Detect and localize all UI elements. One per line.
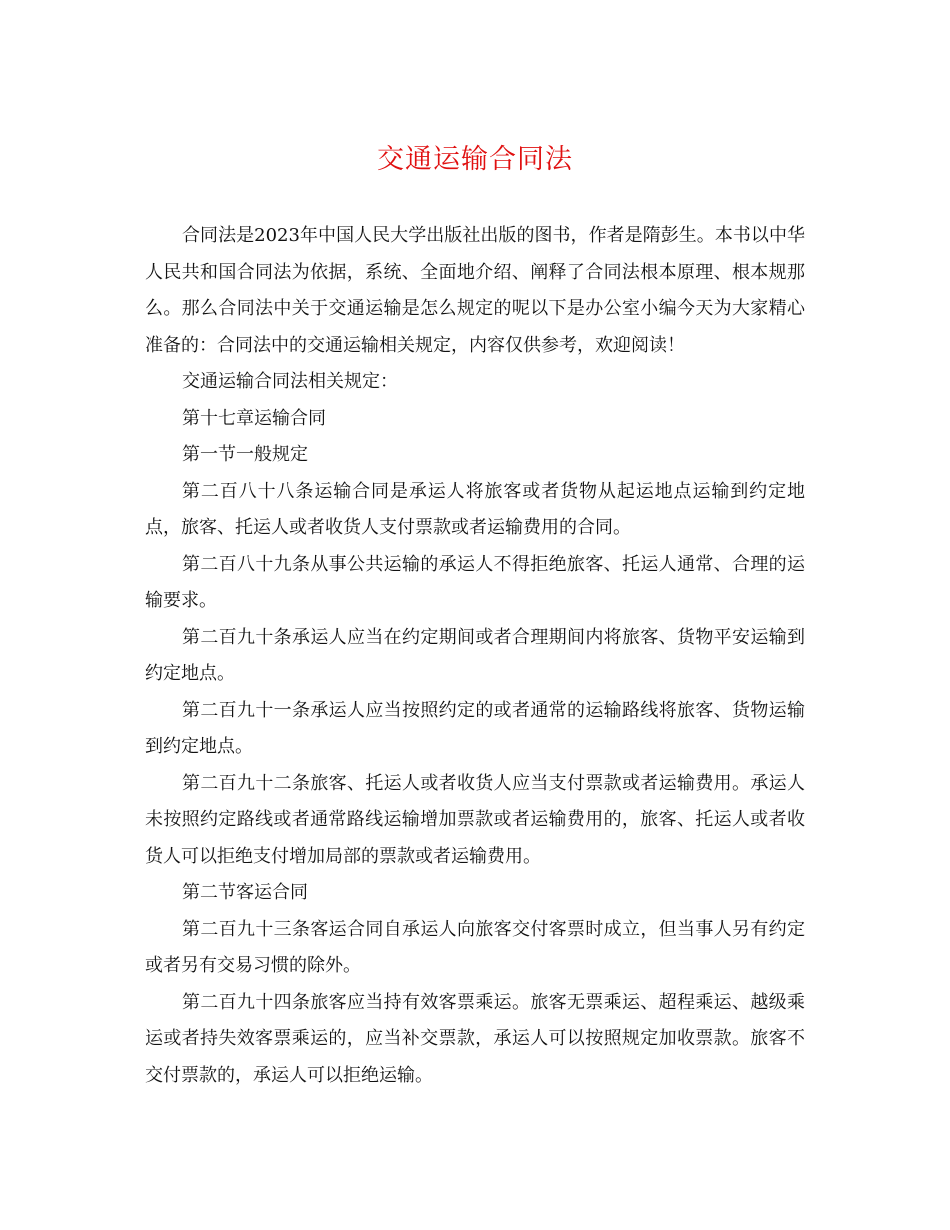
document-title: 交通运输合同法	[377, 144, 573, 175]
paragraph-article-294: 第二百九十四条旅客应当持有效客票乘运。旅客无票乘运、超程乘运、越级乘运或者持失效客票乘运的，应当补交票款，承运人可以按照规定加收票款。旅客不交付票款的，承运人可以拒绝运输。	[145, 991, 805, 1086]
paragraph-article-288: 第二百八十八条运输合同是承运人将旅客或者货物从起运地点运输到约定地点，旅客、托运人或者收货人支付票款或者运输费用的合同。	[145, 480, 805, 538]
paragraph-section-2: 第二节客运合同	[182, 882, 308, 903]
paragraph-chapter-17: 第十七章运输合同	[182, 407, 326, 429]
paragraph-article-290: 第二百九十条承运人应当在约定期间或者合理期间内将旅客、货物平安运输到约定地点。	[145, 626, 805, 684]
paragraph-article-293: 第二百九十三条客运合同自承运人向旅客交付客票时成立，但当事人另有约定或者另有交易习惯的除外。	[145, 918, 805, 976]
paragraph-article-292: 第二百九十二条旅客、托运人或者收货人应当支付票款或者运输费用。承运人未按照约定路线或者通常路线运输增加票款或者运输费用的，旅客、托运人或者收货人可以拒绝支付增加局部的票款或者运输费用。	[145, 772, 805, 867]
paragraph-article-289: 第二百八十九条从事公共运输的承运人不得拒绝旅客、托运人通常、合理的运输要求。	[145, 553, 805, 611]
document-body	[145, 218, 805, 1094]
paragraph-section-1: 第一节一般规定	[182, 444, 308, 465]
paragraph-heading-provisions: 交通运输合同法相关规定：	[182, 371, 398, 392]
paragraph-intro: 合同法是2023年中国人民大学出版社出版的图书，作者是隋彭生。本书以中华人民共和国合同法为依据，系统、全面地介绍、阐释了合同法根本原理、根本规那么。那么合同法中关于交通运输是怎么规定的呢以下是办公室小编今天为大家精心准备的：合同法中的交通运输相关规定，内容仅供参考，欢迎阅读！	[145, 225, 805, 356]
paragraph-article-291: 第二百九十一条承运人应当按照约定的或者通常的运输路线将旅客、货物运输到约定地点。	[145, 699, 805, 757]
